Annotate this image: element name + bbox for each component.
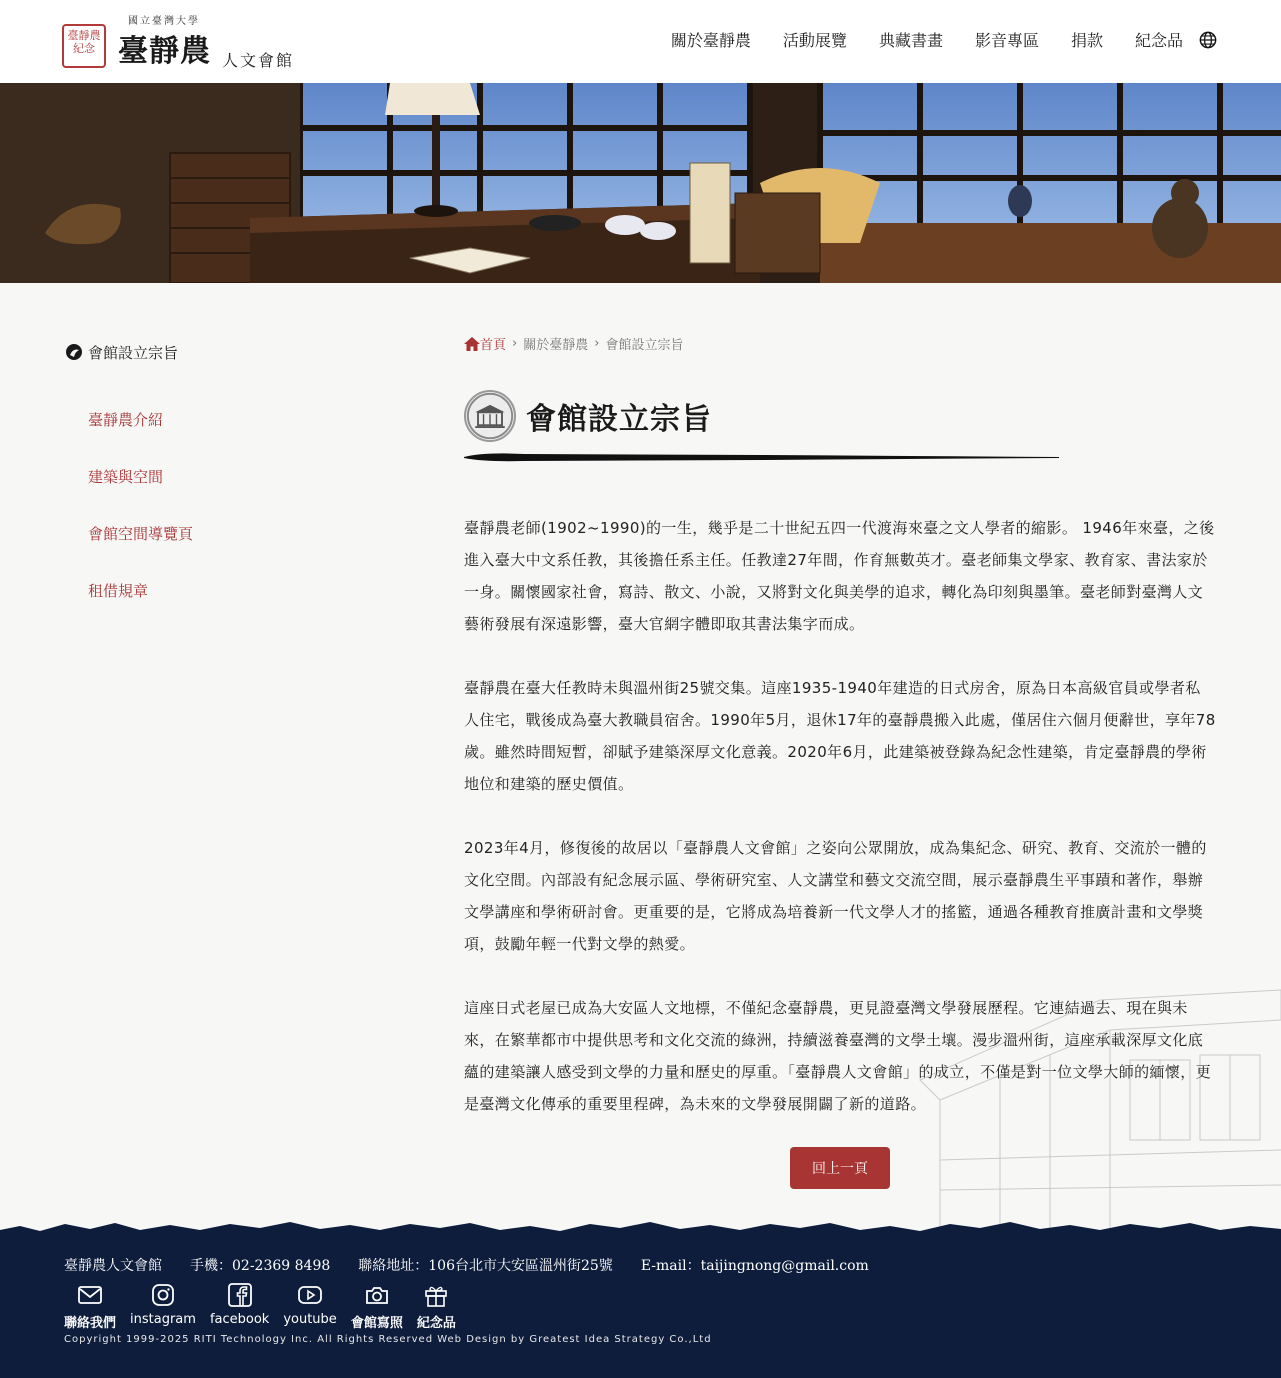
- breadcrumb-home-label: 首頁: [480, 338, 507, 353]
- hero-banner: [0, 83, 1281, 283]
- footer-link-contact[interactable]: [64, 1282, 116, 1331]
- breadcrumb-home[interactable]: [464, 334, 506, 353]
- back-button[interactable]: 回上一頁: [790, 1147, 890, 1189]
- footer-link-facebook[interactable]: [210, 1282, 269, 1331]
- brush-stroke-divider: [464, 450, 1059, 464]
- page-heading: [464, 390, 712, 442]
- article-paragraph: 臺靜農老師(1902~1990)的一生，幾乎是二十世紀五四一代渡海來臺之文人學者的縮影。 1946年來臺，之後進入臺大中文系任教，其後擔任系主任。任教達27年間，作育無數英才。臺老師集文學家、教育家、書法家於一身。關懷國家社會，寫詩、散文、小說，又將對文化與美學的追求，轉化為印刻與墨筆。臺老師對臺灣人文藝術發展有深遠影響，臺大官網字體即取其書法集字而成。: [464, 519, 1215, 633]
- logo-subtitle: 人文會館: [222, 51, 295, 70]
- footer-link-gift[interactable]: [417, 1282, 456, 1331]
- footer-link-youtube-label: youtube: [283, 1312, 337, 1327]
- chevron-right-icon: ›: [594, 336, 600, 351]
- copyright-text: Copyright 1999-2025 RITI Technology Inc. All Rights Reserved Web Design by Greatest Idea Strategy Co.,Ltd: [64, 1334, 712, 1345]
- logo-title: 臺靜農: [118, 34, 211, 69]
- sidebar-title-text: 會館設立宗旨: [88, 343, 179, 362]
- nav-events[interactable]: 活動展覽: [782, 31, 847, 50]
- footer-link-instagram-label: instagram: [130, 1312, 196, 1327]
- sidebar-spacer: [64, 364, 364, 409]
- footer-link-photos-label: 會館寫照: [350, 1316, 403, 1331]
- facebook-icon: [227, 1282, 253, 1308]
- globe-icon[interactable]: [1199, 31, 1217, 49]
- sidebar: [64, 340, 364, 602]
- site-logo[interactable]: [62, 10, 312, 72]
- sidebar-item-architecture[interactable]: 建築與空間: [88, 468, 164, 486]
- footer-contact-info: [64, 1255, 897, 1275]
- home-icon: [464, 337, 480, 351]
- footer-link-photos[interactable]: [351, 1282, 403, 1331]
- instagram-icon: [150, 1282, 176, 1308]
- nav-media[interactable]: 影音專區: [974, 31, 1039, 50]
- footer-link-contact-label: 聯絡我們: [64, 1316, 117, 1331]
- ink-swirl-icon: [64, 342, 84, 362]
- footer-links: [64, 1282, 470, 1331]
- page-title: 會館設立宗旨: [526, 402, 712, 437]
- nav-donate[interactable]: 捐款: [1070, 31, 1103, 50]
- study-room-image: [0, 83, 1281, 283]
- sidebar-item-rental-rules[interactable]: 租借規章: [88, 582, 149, 600]
- footer-address: 聯絡地址：106台北市大安區溫州街25號: [358, 1258, 613, 1274]
- article-paragraph: 2023年4月，修復後的故居以「臺靜農人文會館」之姿向公眾開放，成為集紀念、研究、教育、交流於一體的文化空間。內部設有紀念展示區、學術研究室、人文講堂和藝文交流空間，展示臺靜農生平事蹟和著作，舉辦文學講座和學術研討會。更重要的是，它將成為培養新一代文學人才的搖籃，通過各種教育推廣計畫和文學獎項，鼓勵年輕一代對文學的熱愛。: [464, 839, 1207, 953]
- nav-about[interactable]: 關於臺靜農: [670, 31, 751, 50]
- nav-souvenirs[interactable]: 紀念品: [1134, 31, 1183, 50]
- sidebar-item-space-tour[interactable]: 會館空間導覽頁: [88, 525, 194, 543]
- footer-link-gift-label: 紀念品: [416, 1316, 456, 1331]
- mail-icon: [77, 1282, 103, 1308]
- breadcrumb-current: 會館設立宗旨: [605, 338, 684, 353]
- footer-email: E-mail：taijingnong@gmail.com: [640, 1258, 869, 1274]
- footer-phone: 手機：02-2369 8498: [190, 1258, 331, 1274]
- logo-university: 國立臺灣大學: [128, 16, 200, 27]
- article-paragraph: 臺靜農在臺大任教時未與溫州街25號交集。這座1935-1940年建造的日式房舍，原為日本高級官員或學者私人住宅，戰後成為臺大教職員宿舍。1990年5月，退休17年的臺靜農搬入此處，僅居住六個月便辭世，享年78歲。雖然時間短暫，卻賦予建築深厚文化意義。2020年6月，此建築被登錄為紀念性建築，肯定臺靜農的學術地位和建築的歷史價值。: [464, 679, 1216, 793]
- footer-link-instagram[interactable]: [130, 1282, 196, 1331]
- footer-link-facebook-label: facebook: [209, 1312, 270, 1327]
- article-paragraph: 這座日式老屋已成為大安區人文地標，不僅紀念臺靜農，更見證臺灣文學發展歷程。它連結過去、現在與未來，在繁華都市中提供思考和文化交流的綠洲，持續滋養臺灣的文學土壤。漫步溫州街，這座承載深厚文化底蘊的建築讓人感受到文學的力量和歷史的厚重。「臺靜農人文會館」的成立，不僅是對一位文學大師的緬懷，更是臺灣文化傳承的重要里程碑，為未來的文學發展開闢了新的道路。: [464, 999, 1212, 1113]
- footer-link-youtube[interactable]: [283, 1282, 336, 1331]
- sidebar-spacer: [64, 431, 364, 466]
- site-header: [0, 0, 1281, 83]
- sidebar-spacer: [64, 545, 364, 580]
- building-sketch-decoration: [880, 960, 1281, 1240]
- breadcrumb-level1[interactable]: 關於臺靜農: [523, 338, 589, 353]
- breadcrumb: [464, 334, 683, 353]
- gift-icon: [423, 1282, 449, 1308]
- nav-collection[interactable]: 典藏書畫: [878, 31, 943, 50]
- sidebar-title: [64, 340, 364, 364]
- camera-icon: [364, 1282, 390, 1308]
- footer-org-name: 臺靜農人文會館: [64, 1258, 162, 1274]
- main-nav: [639, 28, 1217, 51]
- sidebar-item-introduction[interactable]: 臺靜農介紹: [88, 411, 164, 429]
- building-icon: [464, 390, 516, 442]
- sidebar-spacer: [64, 488, 364, 523]
- site-footer: [0, 1242, 1281, 1378]
- youtube-icon: [297, 1282, 323, 1308]
- chevron-right-icon: ›: [512, 336, 518, 351]
- torn-edge-decoration: [0, 1218, 1281, 1244]
- logo-seal: 臺靜農紀念: [62, 24, 106, 68]
